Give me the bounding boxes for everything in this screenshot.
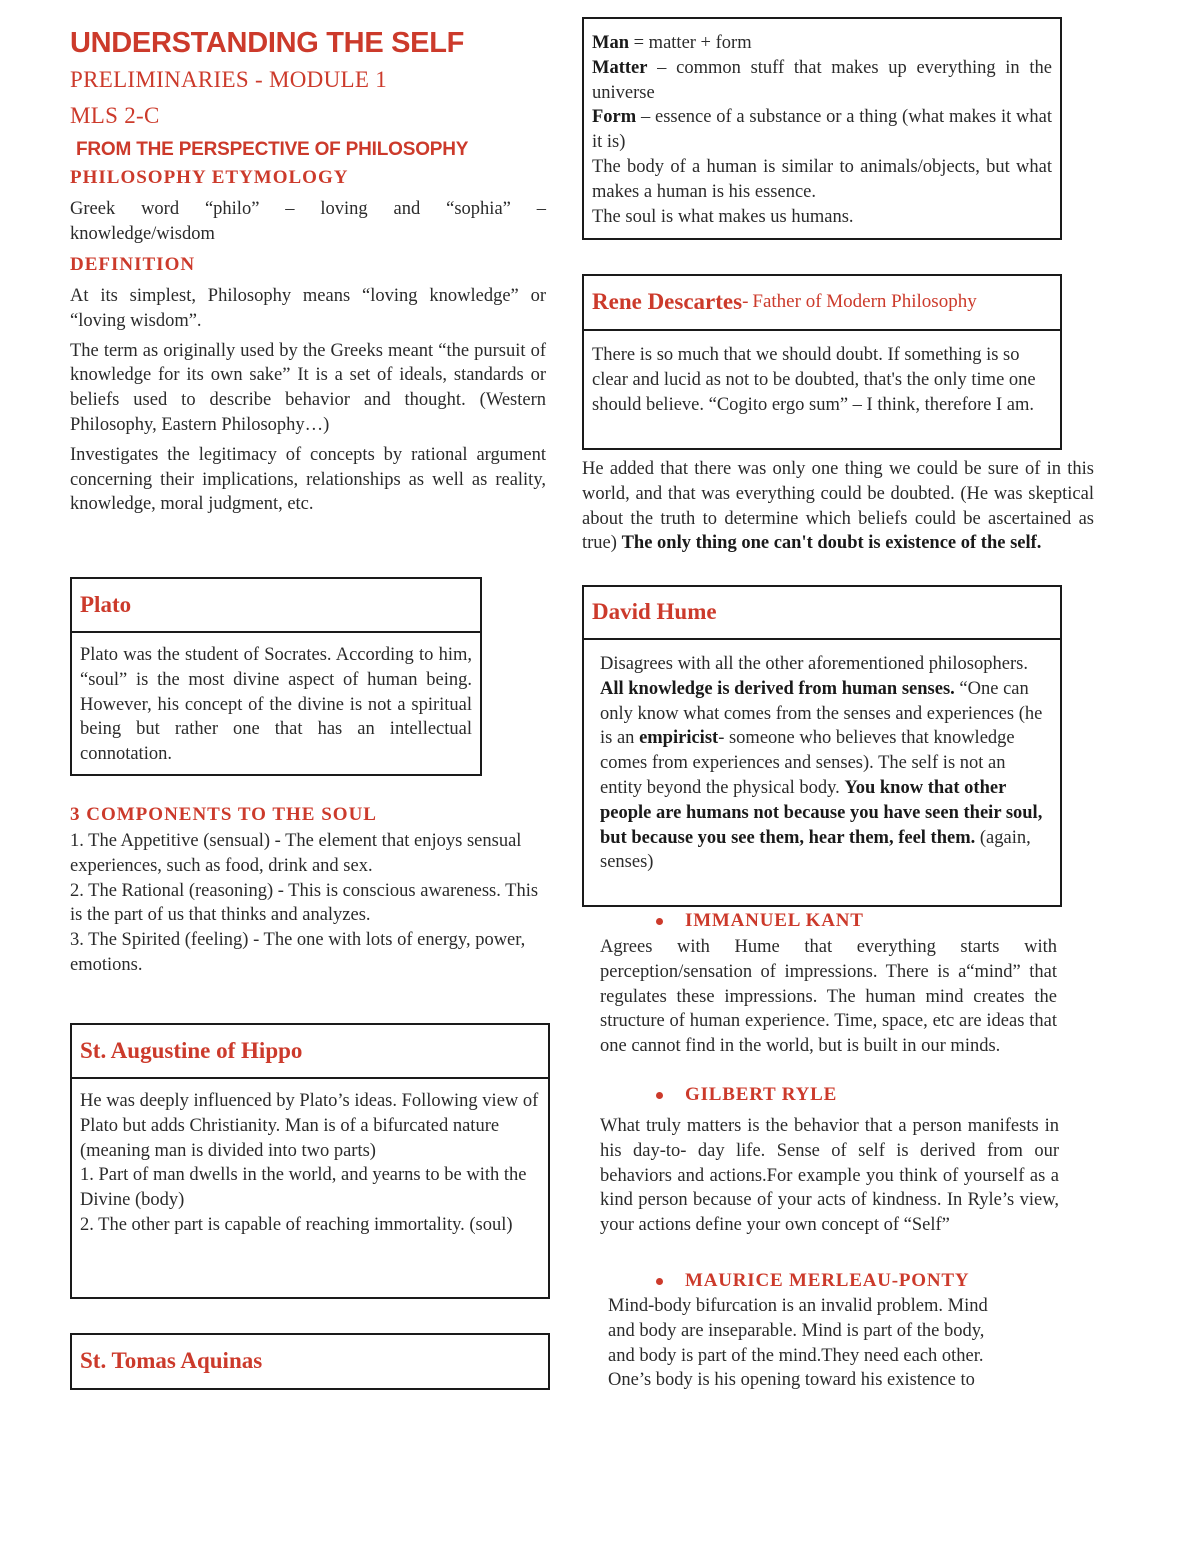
merleau-line-1: Mind-body bifurcation is an invalid problem. Mind (608, 1296, 988, 1316)
merleau-heading-text: MAURICE MERLEAU-PONTY (685, 1270, 970, 1291)
descartes-text: There is so much that we should doubt. If something is so clear and lucid as not to be doubted, that's the only time one should believe. “Cogito ergo sum” – I think, therefore I am. (592, 345, 1036, 415)
merleau-line-3: and body is part of the mind.They need each other. (608, 1345, 984, 1366)
soul-item-spirited: 3. The Spirited (feeling) - The one with lots of energy, power, emotions. (70, 930, 526, 975)
plato-text: Plato was the student of Socrates. According to him, “soul” is the most divine aspect of human being. However, his concept of the divine is not a spiritual being but rather one that has an intellectual connotation. (80, 645, 472, 765)
descartes-after (582, 457, 1094, 556)
soul-list (70, 829, 550, 978)
module-subtitle: PRELIMINARIES - MODULE 1 (70, 67, 388, 92)
kant-text: Agrees with Hume that everything starts with perception/sensation of impressions. There is a“mind” that regulates these impressions. The human mind creates the structure of human experience. Time, space, etc are ideas that one cannot find in the world, but is built in our minds. (600, 937, 1057, 1057)
perspective-heading: FROM THE PERSPECTIVE OF PHILOSOPHY (76, 139, 469, 160)
soul-item-rational: 2. The Rational (reasoning) - This is conscious awareness. This is the part of us that thinks and analyzes. (70, 880, 539, 926)
definition-text (70, 284, 546, 517)
augustine-box (70, 1023, 550, 1299)
body-essence-text: The body of a human is similar to animals/objects, but what makes a human is his essence. (592, 156, 1052, 202)
soul-humans-text: The soul is what makes us humans. (592, 206, 854, 227)
form-def: – essence of a substance or a thing (what makes it what it is) (592, 107, 1052, 153)
form-line (592, 105, 1052, 155)
augustine-item-soul: 2. The other part is capable of reaching immortality. (soul) (80, 1214, 513, 1235)
hume-b3: You know that other people are humans not because you have seen their soul, but because you see them, hear them, feel them. (600, 777, 1043, 848)
plato-title: Plato (72, 579, 480, 633)
definition-paragraph-2: The term as originally used by the Greeks meant “the pursuit of knowledge for its own sake” It is a set of ideals, standards or beliefs used to describe behavior and thought. (Western Philosophy, Eastern Philosophy…) (70, 340, 546, 435)
definition-paragraph-1: At its simplest, Philosophy means “loving knowledge” or “loving wisdom”. (70, 286, 546, 331)
merleau-heading (656, 1269, 969, 1294)
descartes-after-bold: The only thing one can't doubt is existence of the self. (621, 533, 1042, 554)
augustine-item-body: 1. Part of man dwells in the world, and yearns to be with the Divine (body) (80, 1165, 527, 1211)
man-term: Man (592, 33, 629, 53)
section-label: MLS 2-C (70, 103, 160, 128)
merleau-line-2: and body are inseparable. Mind is part of the body, (608, 1320, 985, 1341)
descartes-role: Father of Modern Philosophy (752, 291, 977, 313)
descartes-name: Rene Descartes (592, 289, 743, 315)
matter-line (592, 56, 1052, 106)
man-def: = matter + form (629, 33, 752, 53)
aquinas-title: St. Tomas Aquinas (80, 1347, 263, 1373)
hume-b1: All knowledge is derived from human senses. (600, 678, 955, 699)
matter-term: Matter (592, 57, 648, 78)
merleau-line-4: One’s body is his opening toward his existence to (608, 1370, 975, 1391)
augustine-body (72, 1079, 548, 1248)
hume-t4: (again, senses) (600, 827, 1031, 873)
etymology-paragraph: Greek word “philo” – loving and “sophia” – knowledge/wisdom (70, 199, 546, 244)
matter-def: – common stuff that makes up everything in the universe (592, 57, 1052, 103)
aquinas-box (70, 1333, 550, 1390)
augustine-intro: He was deeply influenced by Plato’s ideas. Following view of Plato but adds Christianity. Man is of a bifurcated nature (meaning man is divided into two parts) (80, 1091, 539, 1161)
hume-t2: “One can only know what comes from the senses and experiences (he is an (600, 678, 1043, 749)
etymology-heading: PHILOSOPHY ETYMOLOGY (70, 167, 349, 188)
man-line (592, 31, 1052, 56)
kant-heading-text: IMMANUEL KANT (685, 910, 864, 931)
hume-t1: Disagrees with all the other aforementioned philosophers. (600, 654, 1028, 674)
definition-heading: DEFINITION (70, 254, 196, 275)
matter-form-body (584, 19, 1060, 239)
descartes-sep: - (742, 291, 749, 313)
matter-form-box (582, 17, 1062, 240)
soul-heading: 3 COMPONENTS TO THE SOUL (70, 804, 377, 825)
page-title: UNDERSTANDING THE SELF (70, 27, 465, 59)
plato-box (70, 577, 482, 776)
bullet-icon (656, 1092, 663, 1099)
definition-paragraph-3: Investigates the legitimacy of concepts by rational argument concerning their implications, relationships as well as reality, knowledge, moral judgment, etc. (70, 444, 546, 515)
hume-b2: empiricist (639, 728, 719, 749)
ryle-heading (656, 1083, 837, 1108)
descartes-title (584, 276, 1060, 331)
merleau-text (608, 1294, 1078, 1393)
hume-box (582, 585, 1062, 907)
descartes-box (582, 274, 1062, 450)
ryle-heading-text: GILBERT RYLE (685, 1084, 838, 1105)
kant-heading (656, 909, 864, 934)
form-term: Form (592, 107, 637, 128)
hume-t3: - someone who believes that knowledge comes from experiences and senses). The self is not an entity beyond the physical body. (600, 728, 1015, 798)
ryle-text: What truly matters is the behavior that a person manifests in his day-to- day life. Sense of self is derived from our behaviors and actions.For example you think of yourself as a kind person because of your acts of kindness. In Ryle’s view, your actions define your own concept of “Self” (600, 1116, 1059, 1236)
hume-text (584, 640, 1060, 883)
augustine-title: St. Augustine of Hippo (72, 1025, 548, 1079)
descartes-after-text: He added that there was only one thing we could be sure of in this world, and that was everything could be doubted. (He was skeptical about the truth to determine which beliefs could be ascertained as true) (582, 459, 1094, 554)
hume-title: David Hume (584, 587, 1060, 640)
bullet-icon (656, 1278, 663, 1285)
etymology-text (70, 197, 546, 247)
soul-item-appetitive: 1. The Appetitive (sensual) - The element that enjoys sensual experiences, such as food, drink and sex. (70, 831, 522, 876)
bullet-icon (656, 918, 663, 925)
